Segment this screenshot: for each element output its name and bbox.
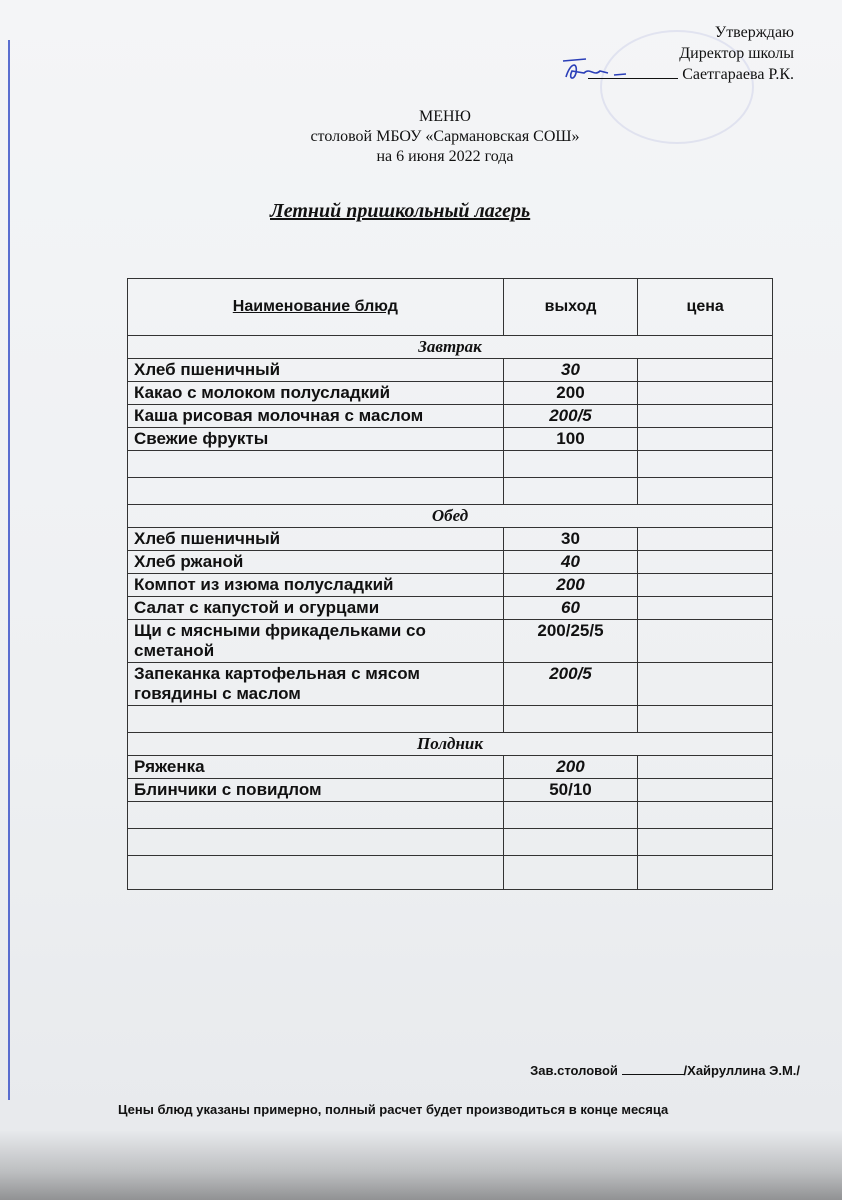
dish-price bbox=[638, 528, 773, 551]
empty-row bbox=[128, 856, 773, 890]
page-edge-line bbox=[8, 40, 10, 1100]
table-row bbox=[128, 405, 773, 428]
dish-name: Свежие фрукты bbox=[128, 428, 504, 451]
bottom-shadow bbox=[0, 1130, 842, 1200]
empty-row bbox=[128, 829, 773, 856]
dish-name: Компот из изюма полусладкий bbox=[128, 574, 504, 597]
table-row bbox=[128, 620, 773, 663]
dish-output: 200/5 bbox=[503, 663, 638, 706]
column-header-name: Наименование блюд bbox=[128, 279, 504, 336]
empty-row bbox=[128, 478, 773, 505]
empty-row bbox=[128, 451, 773, 478]
dish-name: Запеканка картофельная с мясом говядины с маслом bbox=[128, 663, 504, 706]
dish-price bbox=[638, 597, 773, 620]
table-row bbox=[128, 428, 773, 451]
dish-price bbox=[638, 620, 773, 663]
dish-price bbox=[638, 663, 773, 706]
dish-name: Хлеб ржаной bbox=[128, 551, 504, 574]
manager-signature-blank bbox=[622, 1074, 684, 1075]
dish-price bbox=[638, 779, 773, 802]
section-breakfast: Завтрак bbox=[128, 336, 773, 359]
dish-name: Хлеб пшеничный bbox=[128, 359, 504, 382]
dish-price bbox=[638, 756, 773, 779]
dish-price bbox=[638, 359, 773, 382]
dish-output: 100 bbox=[503, 428, 638, 451]
menu-table bbox=[127, 278, 773, 890]
approval-position: Директор школы bbox=[679, 45, 794, 62]
dish-name: Салат с капустой и огурцами bbox=[128, 597, 504, 620]
section-lunch: Обед bbox=[128, 505, 773, 528]
dish-name: Хлеб пшеничный bbox=[128, 528, 504, 551]
table-row bbox=[128, 359, 773, 382]
dish-name: Какао с молоком полусладкий bbox=[128, 382, 504, 405]
table-row bbox=[128, 551, 773, 574]
dish-output: 30 bbox=[503, 359, 638, 382]
approval-heading: Утверждаю bbox=[714, 24, 794, 41]
table-row bbox=[128, 528, 773, 551]
table-row bbox=[128, 574, 773, 597]
column-header-output: выход bbox=[503, 279, 638, 336]
column-header-price: цена bbox=[638, 279, 773, 336]
empty-row bbox=[128, 802, 773, 829]
dish-output: 40 bbox=[503, 551, 638, 574]
director-name: Саетгараева Р.К. bbox=[682, 66, 794, 83]
manager-signature-line bbox=[530, 1063, 800, 1078]
price-note: Цены блюд указаны примерно, полный расчет будет производиться в конце месяца bbox=[118, 1102, 669, 1117]
dish-name: Щи с мясными фрикадельками со сметаной bbox=[128, 620, 504, 663]
dish-output: 30 bbox=[503, 528, 638, 551]
dish-price bbox=[638, 551, 773, 574]
dish-name: Блинчики с повидлом bbox=[128, 779, 504, 802]
dish-output: 200 bbox=[503, 756, 638, 779]
menu-subtitle: столовой МБОУ «Сармановская СОШ» bbox=[310, 128, 580, 145]
manager-name: /Хайруллина Э.М./ bbox=[683, 1063, 800, 1078]
manager-label: Зав.столовой bbox=[530, 1063, 618, 1078]
dish-price bbox=[638, 428, 773, 451]
table-row bbox=[128, 663, 773, 706]
dish-output: 200/5 bbox=[503, 405, 638, 428]
signature-scribble bbox=[560, 55, 650, 85]
table-row bbox=[128, 756, 773, 779]
dish-name: Ряженка bbox=[128, 756, 504, 779]
section-snack: Полдник bbox=[128, 733, 773, 756]
table-row bbox=[128, 597, 773, 620]
dish-price bbox=[638, 382, 773, 405]
dish-output: 200/25/5 bbox=[503, 620, 638, 663]
dish-output: 60 bbox=[503, 597, 638, 620]
table-row bbox=[128, 779, 773, 802]
dish-price bbox=[638, 405, 773, 428]
dish-output: 200 bbox=[503, 382, 638, 405]
table-row bbox=[128, 382, 773, 405]
camp-title: Летний пришкольный лагерь bbox=[270, 200, 531, 222]
menu-date: на 6 июня 2022 года bbox=[376, 148, 514, 165]
dish-output: 200 bbox=[503, 574, 638, 597]
dish-output: 50/10 bbox=[503, 779, 638, 802]
table-header-row bbox=[128, 279, 773, 336]
title-block bbox=[0, 107, 842, 167]
menu-title: МЕНЮ bbox=[419, 108, 471, 125]
dish-name: Каша рисовая молочная с маслом bbox=[128, 405, 504, 428]
empty-row bbox=[128, 706, 773, 733]
dish-price bbox=[638, 574, 773, 597]
